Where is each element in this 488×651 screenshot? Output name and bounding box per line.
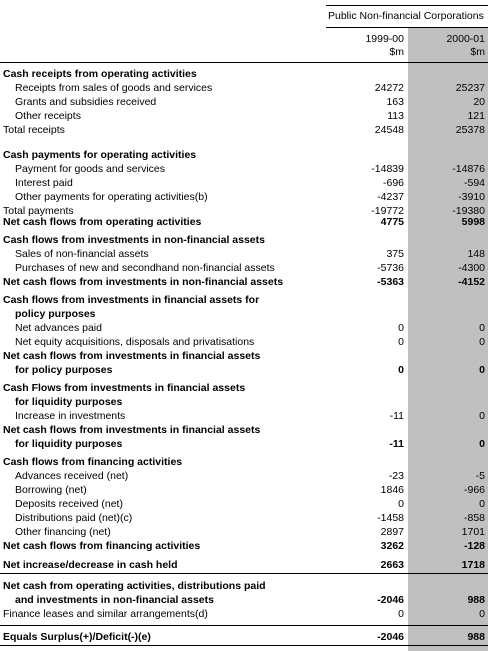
table-row <box>0 437 488 451</box>
value-2000-01: 0 <box>479 438 485 450</box>
table-row <box>0 233 488 247</box>
value-2000-01: 0 <box>479 410 485 422</box>
row-label: for liquidity purposes <box>15 438 123 450</box>
value-1999-00: -14839 <box>371 163 404 175</box>
row-label: Borrowing (net) <box>15 484 87 496</box>
value-1999-00: 1846 <box>380 484 404 496</box>
value-1999-00: -2046 <box>377 594 404 606</box>
value-1999-00: 0 <box>398 336 404 348</box>
value-1999-00: -11 <box>389 410 404 422</box>
value-2000-01: 25378 <box>455 124 485 136</box>
table-row <box>0 67 488 81</box>
value-2000-01: -858 <box>463 512 485 524</box>
table-row <box>0 81 488 95</box>
table-row <box>0 123 488 137</box>
table-row <box>0 423 488 437</box>
value-1999-00: 0 <box>398 608 404 620</box>
value-2000-01: -5 <box>475 470 485 482</box>
value-1999-00: -19772 <box>371 205 404 217</box>
column-group-header: Public Non-financial Corporations <box>328 10 484 22</box>
row-label: Net increase/decrease in cash held <box>3 559 178 571</box>
table-row <box>0 335 488 349</box>
row-label: Purchases of new and secondhand non-financial assets <box>15 262 275 274</box>
row-label: Distributions paid (net)(c) <box>15 512 133 524</box>
row-label: Grants and subsidies received <box>15 96 157 108</box>
value-1999-00: 2663 <box>380 559 404 571</box>
value-2000-01: 0 <box>479 322 485 334</box>
value-1999-00: -4237 <box>377 191 404 203</box>
table-row <box>0 607 488 621</box>
table-row <box>0 497 488 511</box>
value-2000-01: 0 <box>479 608 485 620</box>
row-label: Cash payments for operating activities <box>3 149 197 161</box>
value-2000-01: 148 <box>467 248 485 260</box>
row-label: Cash flows from investments in non-financial assets <box>3 234 265 246</box>
value-1999-00: 163 <box>386 96 404 108</box>
table-row <box>0 630 488 644</box>
value-2000-01: 0 <box>479 364 485 376</box>
table-row <box>0 363 488 377</box>
value-1999-00: 3262 <box>380 540 404 552</box>
value-1999-00: -23 <box>388 470 404 482</box>
table-row <box>0 307 488 321</box>
table-row <box>0 395 488 409</box>
col1-year-header: 1999-00 <box>365 33 404 45</box>
value-1999-00: 4775 <box>380 216 404 228</box>
section-rule <box>0 573 488 574</box>
row-label: Receipts from sales of goods and services <box>15 82 213 94</box>
total-rule <box>0 625 488 626</box>
row-label: Net cash flows from investments in non-financial assets <box>3 276 284 288</box>
table-row <box>0 95 488 109</box>
row-label: Net cash flows from investments in financial assets <box>3 350 261 362</box>
row-label: Net cash flows from financing activities <box>3 540 201 552</box>
value-1999-00: 0 <box>398 322 404 334</box>
value-2000-01: 5998 <box>461 216 485 228</box>
table-row <box>0 483 488 497</box>
table-row <box>0 275 488 289</box>
value-2000-01: 121 <box>467 110 485 122</box>
table-row <box>0 148 488 162</box>
group-header-rule <box>326 27 488 28</box>
row-label: for liquidity purposes <box>15 396 123 408</box>
row-label: Finance leases and similar arrangements(d) <box>3 608 208 620</box>
row-label: Other financing (net) <box>15 526 111 538</box>
value-1999-00: -2046 <box>377 631 404 643</box>
col2-year-header: 2000-01 <box>446 33 485 45</box>
table-row <box>0 558 488 572</box>
table-row <box>0 190 488 204</box>
table-row <box>0 261 488 275</box>
value-2000-01: 1701 <box>461 526 485 538</box>
value-2000-01: 0 <box>479 498 485 510</box>
value-2000-01: -128 <box>463 540 485 552</box>
value-2000-01: 25237 <box>455 82 485 94</box>
row-label: Other receipts <box>15 110 81 122</box>
col2-unit-header: $m <box>470 46 485 58</box>
row-label: Payment for goods and services <box>15 163 165 175</box>
value-2000-01: -4152 <box>458 276 485 288</box>
value-2000-01: 988 <box>467 594 485 606</box>
row-label: Net cash flows from operating activities <box>3 216 202 228</box>
table-row <box>0 525 488 539</box>
row-label: Interest paid <box>15 177 73 189</box>
table-row <box>0 162 488 176</box>
value-1999-00: 0 <box>398 498 404 510</box>
row-label: Net advances paid <box>15 322 102 334</box>
value-2000-01: -14876 <box>452 163 485 175</box>
table-row <box>0 381 488 395</box>
row-label: Net cash from operating activities, distributions paid <box>3 580 266 592</box>
table-row <box>0 215 488 229</box>
value-2000-01: -19380 <box>452 205 485 217</box>
table-row <box>0 109 488 123</box>
row-label: Deposits received (net) <box>15 498 123 510</box>
value-2000-01: 0 <box>479 336 485 348</box>
row-label: Sales of non-financial assets <box>15 248 149 260</box>
row-label: Net cash flows from investments in financial assets <box>3 424 261 436</box>
top-rule <box>326 5 488 6</box>
value-2000-01: -594 <box>463 177 485 189</box>
row-label: Increase in investments <box>15 410 126 422</box>
col1-unit-header: $m <box>389 46 404 58</box>
table-row <box>0 409 488 423</box>
value-2000-01: -966 <box>463 484 485 496</box>
row-label: Cash Flows from investments in financial assets <box>3 382 246 394</box>
value-1999-00: 0 <box>398 364 404 376</box>
value-1999-00: -5736 <box>377 262 404 274</box>
table-row <box>0 511 488 525</box>
value-2000-01: -3910 <box>458 191 485 203</box>
row-label: and investments in non-financial assets <box>15 594 214 606</box>
table-row <box>0 247 488 261</box>
row-label: for policy purposes <box>15 364 113 376</box>
value-2000-01: 1718 <box>461 559 485 571</box>
table-row <box>0 455 488 469</box>
table-row <box>0 321 488 335</box>
value-2000-01: 988 <box>467 631 485 643</box>
value-1999-00: 24548 <box>374 124 404 136</box>
header-bottom-rule <box>0 62 488 63</box>
row-label: Cash receipts from operating activities <box>3 68 197 80</box>
row-label: Total payments <box>3 205 74 217</box>
value-1999-00: 24272 <box>374 82 404 94</box>
row-label: Advances received (net) <box>15 470 129 482</box>
bottom-rule <box>0 645 488 646</box>
value-1999-00: -1458 <box>377 512 404 524</box>
table-row <box>0 593 488 607</box>
row-label: Cash flows from investments in financial assets for <box>3 294 260 306</box>
value-2000-01: 20 <box>473 96 485 108</box>
value-1999-00: -696 <box>382 177 404 189</box>
value-1999-00: -5363 <box>377 276 404 288</box>
value-1999-00: 113 <box>387 110 404 122</box>
table-row <box>0 579 488 593</box>
row-label: Equals Surplus(+)/Deficit(-)(e) <box>3 631 151 643</box>
value-2000-01: -4300 <box>458 262 485 274</box>
row-label: policy purposes <box>15 308 96 320</box>
row-label: Other payments for operating activities(b) <box>15 191 208 203</box>
row-label: Total receipts <box>3 124 65 136</box>
table-row <box>0 469 488 483</box>
value-1999-00: 2897 <box>380 526 404 538</box>
row-label: Net equity acquisitions, disposals and privatisations <box>15 336 255 348</box>
value-1999-00: 375 <box>386 248 404 260</box>
table-row <box>0 293 488 307</box>
table-row <box>0 349 488 363</box>
table-row <box>0 539 488 553</box>
row-label: Cash flows from financing activities <box>3 456 183 468</box>
table-row <box>0 176 488 190</box>
value-1999-00: -11 <box>389 438 404 450</box>
